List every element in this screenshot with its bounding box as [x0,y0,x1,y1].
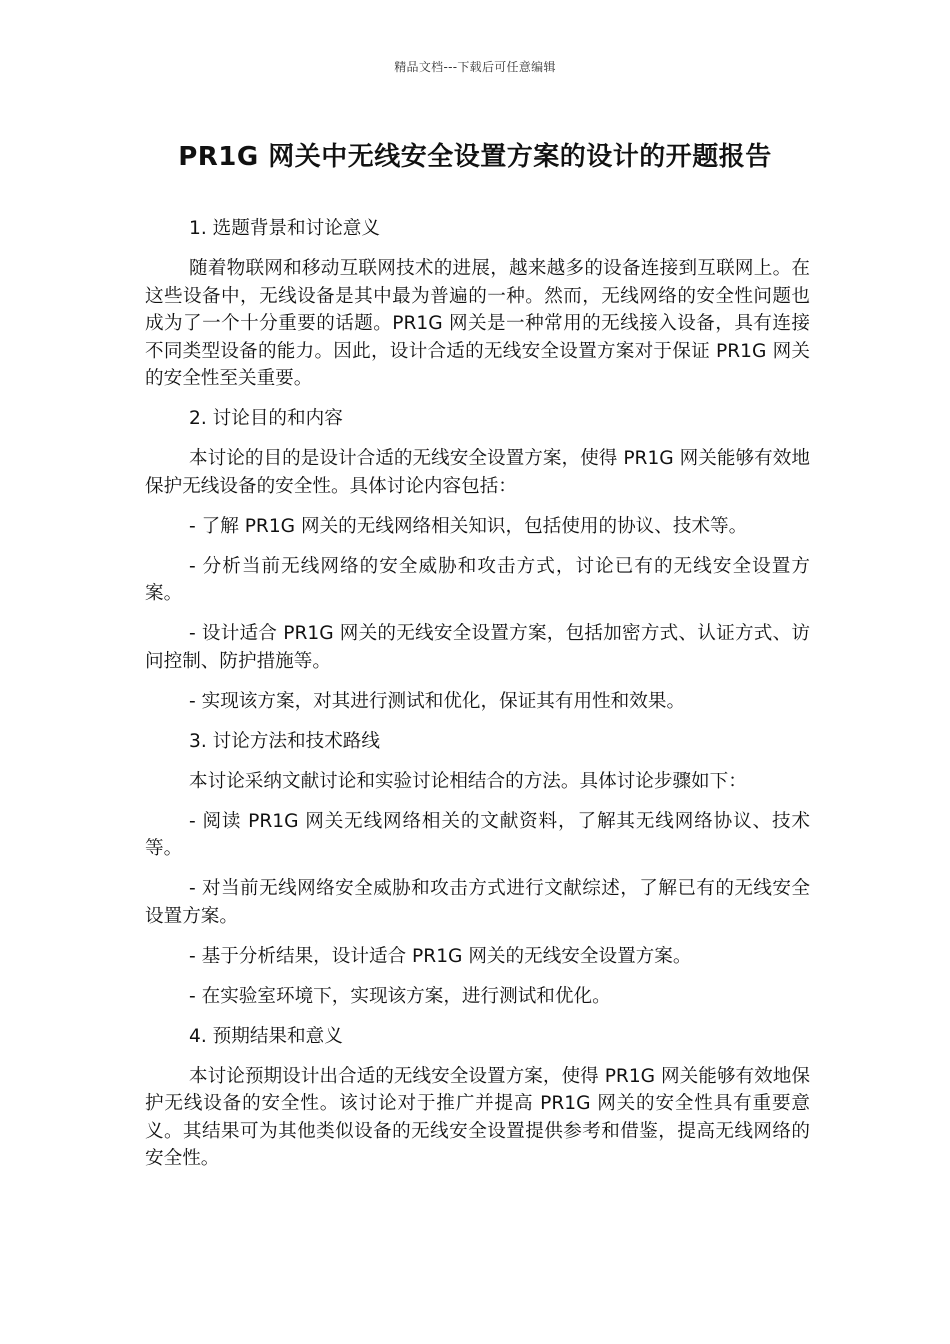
section-heading-results: 4. 预期结果和意义 [189,1025,343,1047]
paragraph-method: 本讨论采纳文献讨论和实验讨论相结合的方法。具体讨论步骤如下： [189,770,747,792]
list-item: - 在实验室环境下，实现该方案，进行测试和优化。 [189,985,611,1007]
page-header: 精品文档---下载后可任意编辑 [394,60,556,74]
document-body [145,215,810,1185]
list-item: - 基于分析结果，设计适合 PR1G 网关的无线安全设置方案。 [189,945,692,967]
document-title: PR1G 网关中无线安全设置方案的设计的开题报告 [178,142,772,172]
list-item: - 阅读 PR1G 网关无线网络相关的文献资料，了解其无线网络协议、技术等。 [145,810,810,859]
paragraph-background: 随着物联网和移动互联网技术的进展，越来越多的设备连接到互联网上。在这些设备中，无线设备是其中最为普遍的一种。然而，无线网络的安全性问题也成为了一个十分重要的话题。PR1G 网关是一种常用的无线接入设备，具有连接不同类型设备的能力。因此，设计合适的无线安全设置方案对于保证 PR1G 网关的安全性至关重要。 [145,258,810,389]
list-item: - 对当前无线网络安全威胁和攻击方式进行文献综述，了解已有的无线安全设置方案。 [145,878,810,927]
list-item: - 实现该方案，对其进行测试和优化，保证其有用性和效果。 [189,690,686,712]
list-item: - 了解 PR1G 网关的无线网络相关知识，包括使用的协议、技术等。 [189,515,748,537]
paragraph-results: 本讨论预期设计出合适的无线安全设置方案，使得 PR1G 网关能够有效地保护无线设备的安全性。该讨论对于推广并提高 PR1G 网关的安全性具有重要意义。其结果可为其他类似设备的无线安全设置提供参考和借鉴，提高无线网络的安全性。 [145,1065,810,1169]
paragraph-purpose: 本讨论的目的是设计合适的无线安全设置方案，使得 PR1G 网关能够有效地保护无线设备的安全性。具体讨论内容包括： [145,448,810,497]
section-heading-method: 3. 讨论方法和技术路线 [189,730,380,752]
list-item: - 设计适合 PR1G 网关的无线安全设置方案，包括加密方式、认证方式、访问控制、防护措施等。 [145,623,810,672]
section-heading-background: 1. 选题背景和讨论意义 [189,218,380,239]
list-item: - 分析当前无线网络的安全威胁和攻击方式，讨论已有的无线安全设置方案。 [145,555,810,604]
section-heading-purpose: 2. 讨论目的和内容 [189,408,343,429]
